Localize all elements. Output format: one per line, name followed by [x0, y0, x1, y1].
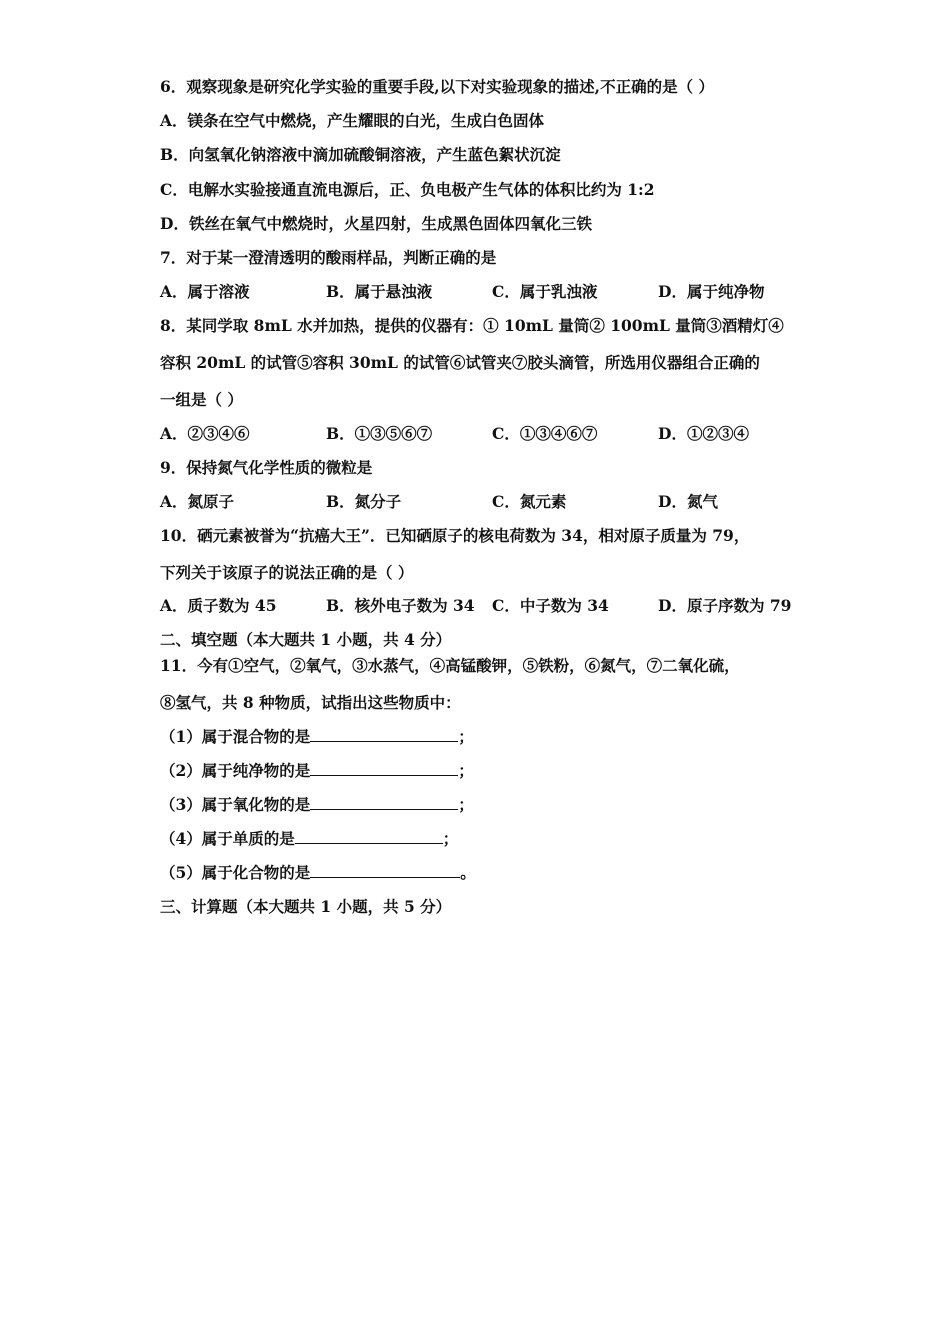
q6-stem: 6．观察现象是研究化学实验的重要手段,以下对实验现象的描述,不正确的是（ ）: [160, 77, 714, 96]
q9-stem: 9．保持氮气化学性质的微粒是: [160, 458, 373, 477]
q10-option-c: C．中子数为 34: [492, 596, 609, 615]
q11-item-1: [160, 727, 474, 747]
q7-option-b: B．属于悬浊液: [326, 282, 433, 301]
q11-item-end: ；: [458, 727, 474, 746]
q8-option-c: C．①③④⑥⑦: [492, 424, 598, 443]
q9-option-a: A．氮原子: [160, 492, 235, 511]
answer-blank[interactable]: [295, 829, 443, 844]
q11-item-end: ；: [442, 829, 459, 848]
q11-stem-line1: 11．今有①空气，②氧气，③水蒸气，④高锰酸钾，⑤铁粉，⑥氮气，⑦二氧化硫，: [160, 656, 740, 675]
q9-option-d: D．氮气: [658, 492, 718, 511]
q6-option-c: C．电解水实验接通直流电源后，正、负电极产生气体的体积比约为 1:2: [160, 180, 655, 199]
q11-item-label: （4）属于单质的是: [160, 829, 295, 848]
q11-item-2: [160, 761, 474, 781]
q9-option-c: C．氮元素: [492, 492, 567, 511]
answer-blank[interactable]: [310, 863, 460, 878]
q11-item-label: （1）属于混合物的是: [160, 727, 311, 746]
q8-stem-line1: 8．某同学取 8mL 水并加热，提供的仪器有：① 10mL 量筒② 100mL 量筒③酒精灯④: [160, 316, 784, 335]
q6-option-b: B．向氢氧化钠溶液中滴加硫酸铜溶液，产生蓝色絮状沉淀: [160, 145, 561, 164]
q8-option-d: D．①②③④: [658, 424, 749, 443]
q6-option-d: D．铁丝在氧气中燃烧时，火星四射，生成黑色固体四氧化三铁: [160, 214, 592, 233]
q10-stem-line1: 10．硒元素被誉为“抗癌大王”．已知硒原子的核电荷数为 34，相对原子质量为 79，: [160, 526, 750, 545]
section-3-heading: 三、计算题（本大题共 1 小题，共 5 分）: [160, 897, 452, 916]
q10-option-b: B．核外电子数为 34: [326, 596, 475, 615]
q7-option-d: D．属于纯净物: [658, 282, 765, 301]
answer-blank[interactable]: [310, 761, 458, 776]
q11-item-3: [160, 795, 474, 815]
q11-item-4: [160, 829, 458, 849]
q7-option-a: A．属于溶液: [160, 282, 250, 301]
q11-stem-line2: ⑧氢气，共 8 种物质，试指出这些物质中：: [160, 693, 461, 712]
q11-item-end: 。: [460, 863, 476, 882]
q6-option-a: A．镁条在空气中燃烧，产生耀眼的白光，生成白色固体: [160, 111, 545, 130]
answer-blank[interactable]: [310, 795, 458, 810]
q8-option-b: B．①③⑤⑥⑦: [326, 424, 433, 443]
q8-option-a: A．②③④⑥: [160, 424, 250, 443]
answer-blank[interactable]: [310, 727, 458, 742]
q7-option-c: C．属于乳浊液: [492, 282, 598, 301]
q11-item-end: ；: [458, 795, 474, 814]
q10-option-d: D．原子序数为 79: [658, 596, 792, 615]
q11-item-label: （3）属于氧化物的是: [160, 795, 311, 814]
q11-item-end: ；: [458, 761, 474, 780]
q11-item-label: （5）属于化合物的是: [160, 863, 311, 882]
q8-stem-line2: 容积 20mL 的试管⑤容积 30mL 的试管⑥试管夹⑦胶头滴管，所选用仪器组合正确的: [160, 353, 760, 372]
section-2-heading: 二、填空题（本大题共 1 小题，共 4 分）: [160, 630, 452, 649]
q9-option-b: B．氮分子: [326, 492, 402, 511]
q10-option-a: A．质子数为 45: [160, 596, 277, 615]
q11-item-label: （2）属于纯净物的是: [160, 761, 311, 780]
q10-stem-line2: 下列关于该原子的说法正确的是（ ）: [160, 563, 414, 582]
q7-stem: 7．对于某一澄清透明的酸雨样品，判断正确的是: [160, 248, 497, 267]
q8-stem-line3: 一组是（ ）: [160, 390, 243, 409]
q11-item-5: [160, 863, 476, 883]
